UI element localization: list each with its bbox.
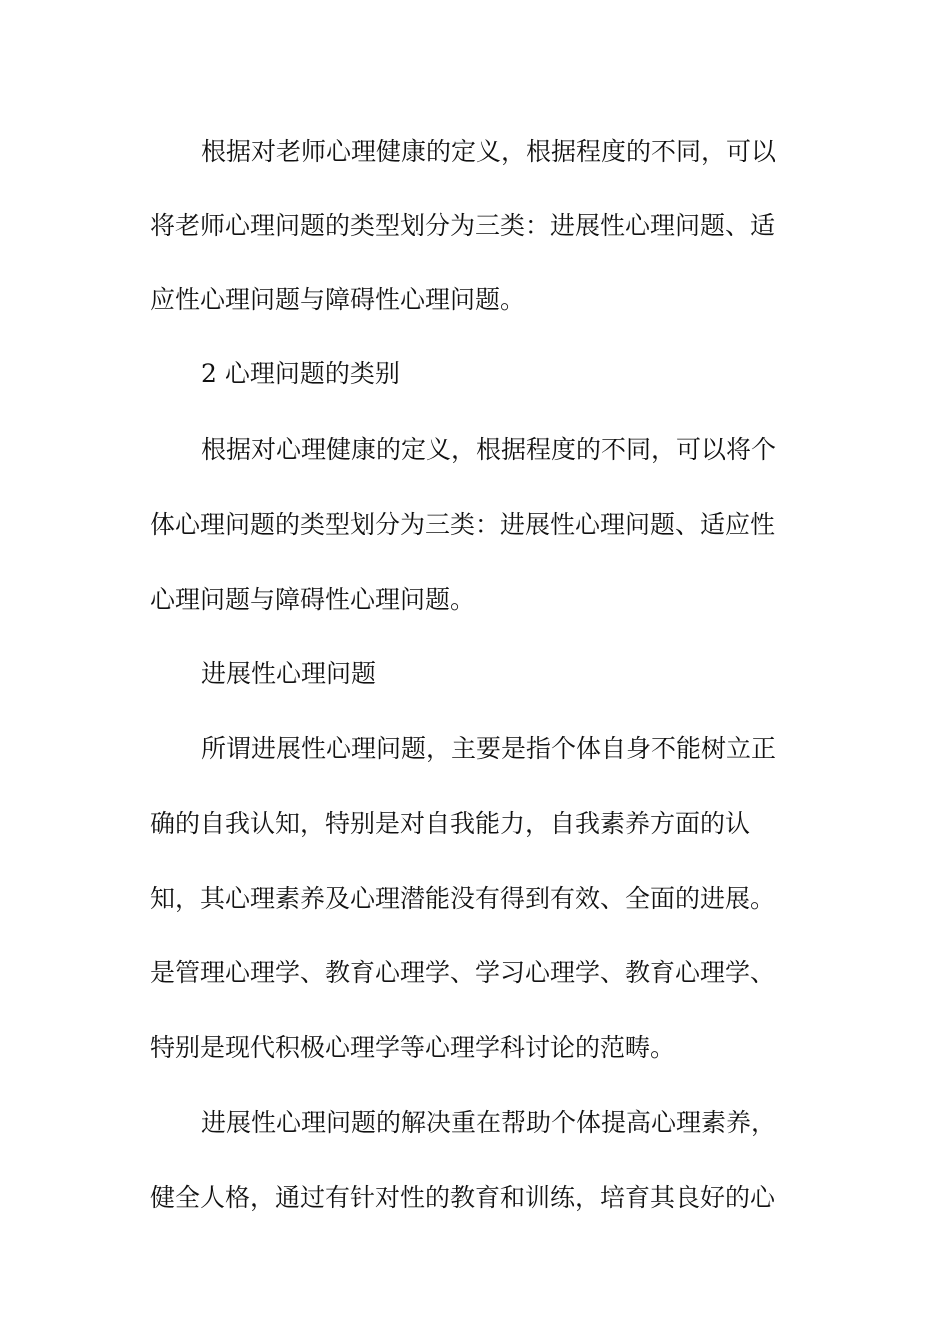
paragraph-line: 将老师心理问题的类型划分为三类：进展性心理问题、适: [150, 211, 776, 240]
paragraph-line: 是管理心理学、教育心理学、学习心理学、教育心理学、: [150, 958, 776, 987]
paragraph-line: 特别是现代积极心理学等心理学科讨论的范畴。: [150, 1033, 676, 1062]
paragraph-line: 体心理问题的类型划分为三类：进展性心理问题、适应性: [150, 510, 776, 539]
paragraph-line: 心理问题与障碍性心理问题。: [150, 585, 476, 614]
paragraph-line: 健全人格，通过有针对性的教育和训练，培育其良好的心: [150, 1183, 776, 1212]
paragraph-line: 所谓进展性心理问题，主要是指个体自身不能树立正: [201, 734, 777, 763]
subsection-heading: 进展性心理问题: [201, 659, 377, 688]
paragraph-line: 根据对心理健康的定义，根据程度的不同，可以将个: [201, 435, 777, 464]
paragraph-line: 知，其心理素养及心理潜能没有得到有效、全面的进展。: [150, 884, 776, 913]
paragraph-line: 进展性心理问题的解决重在帮助个体提高心理素养，: [201, 1108, 777, 1137]
paragraph-line: 确的自我认知，特别是对自我能力，自我素养方面的认: [150, 809, 751, 838]
paragraph-line: 应性心理问题与障碍性心理问题。: [150, 285, 526, 314]
section-heading: 2 心理问题的类别: [201, 359, 400, 388]
paragraph-line: 根据对老师心理健康的定义，根据程度的不同，可以: [201, 137, 777, 166]
